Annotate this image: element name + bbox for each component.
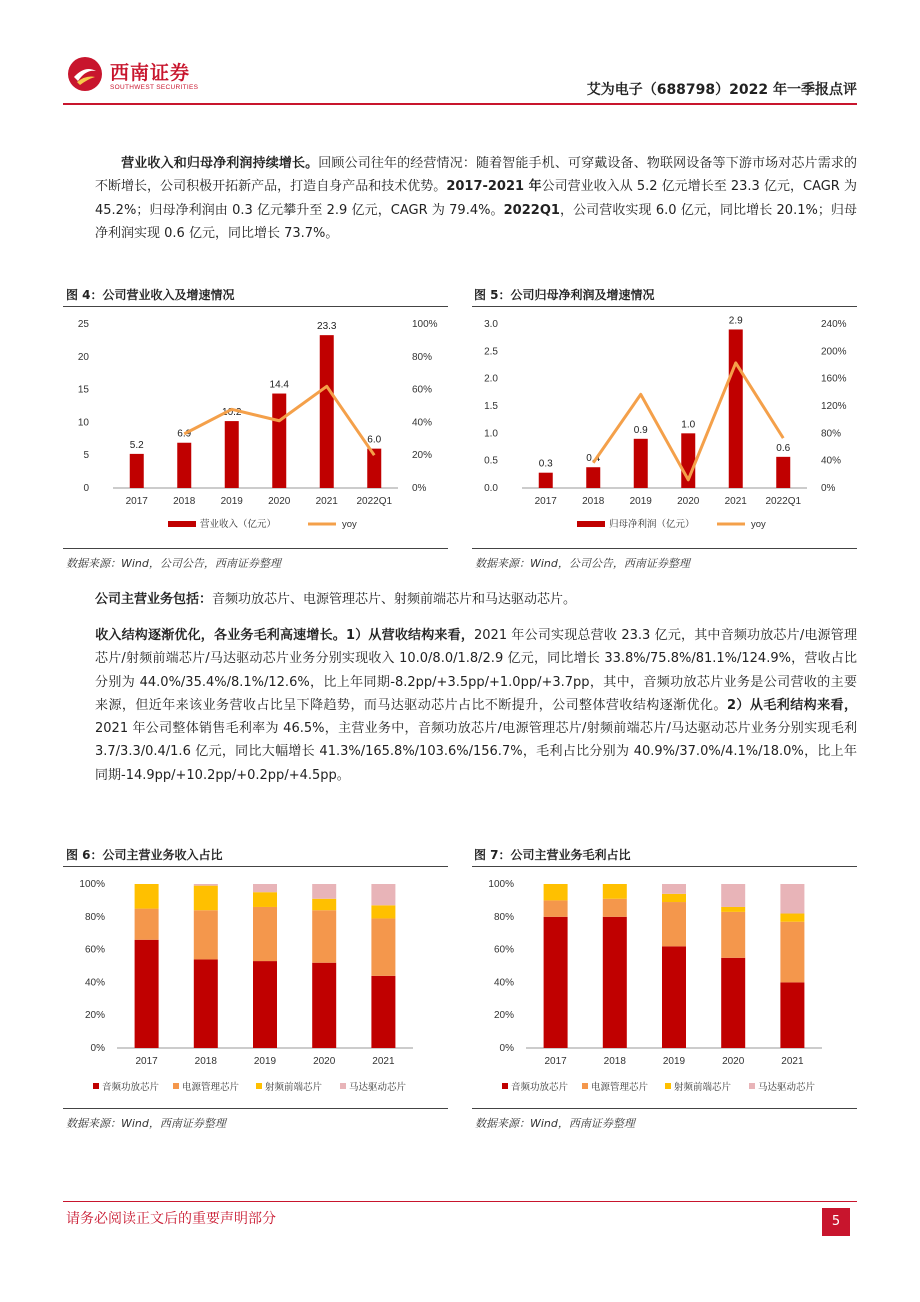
paragraph-main-business	[95, 588, 857, 611]
fig7-title: 图 7：公司主营业务毛利占比	[474, 848, 631, 862]
y2-tick-label: 200%	[821, 346, 847, 358]
legend-label: 营业收入（亿元）	[200, 519, 277, 530]
y-tick-label: 25	[77, 319, 89, 330]
logo-subtext: SOUTHWEST SECURITIES	[110, 84, 199, 91]
y-tick-label: 1.5	[484, 401, 498, 412]
y2-tick-label: 40%	[821, 455, 842, 467]
bar	[130, 454, 144, 488]
paragraph-text: 2021 年公司整体销售毛利率为 46.5%，主营业务中，音频功放芯片/电源管理芯片/射频前端芯片/马达驱动芯片业务分别实现毛利 3.7/3.3/0.4/1.6 亿元，同比大幅增长 41.3%/165.8%/103.6%/156.7%，毛利占比分别为 40.9%/37.0%/4.1%/18.0%，比上年同期-14.9pp/+10.2pp/+0.2pp/+4.5pp。	[95, 721, 857, 783]
data-label: 0.9	[633, 424, 648, 436]
legend-label: 归母净利润（亿元）	[609, 519, 695, 530]
paragraph-text: 公司营业收入从 5.2 亿元增长至 23.3 亿元，CAGR 为 45.2%；归母净利润由 0.3 亿元攀升至 2.9 亿元，CAGR 为 79.4%。	[95, 179, 857, 218]
stack-segment	[312, 910, 336, 962]
fig6-source: 数据来源：Wind，西南证券整理	[66, 1117, 226, 1130]
y2-tick-label: 240%	[821, 319, 847, 330]
paragraph-revenue-growth	[95, 152, 857, 245]
y-tick-label: 80%	[84, 911, 105, 923]
x-tick-label: 2019	[629, 496, 652, 507]
fig7-source: 数据来源：Wind，西南证券整理	[475, 1117, 635, 1130]
data-label: 0.4	[586, 453, 601, 465]
page-number: 5	[822, 1208, 850, 1236]
stack-segment	[721, 912, 745, 958]
data-label: 14.4	[269, 379, 289, 391]
paragraph-text: 回顾公司往年的经营情况：随着智能手机、可穿戴设备、物联网设备等下游市场对芯片需求的不断增长，公司积极开拓新产品，打造自身产品和技术优势。	[95, 156, 857, 195]
y-tick-label: 0%	[90, 1043, 105, 1054]
legend-swatch	[340, 1083, 346, 1089]
header-divider	[63, 103, 857, 105]
data-label: 10.2	[222, 407, 242, 419]
stack-segment	[194, 884, 218, 886]
legend-label: 马达驱动芯片	[758, 1082, 816, 1093]
y-tick-label: 15	[77, 384, 89, 396]
stack-segment	[603, 884, 627, 899]
fig6-chart	[63, 868, 448, 1108]
stack-segment	[371, 918, 395, 975]
y2-tick-label: 120%	[821, 401, 847, 412]
paragraph-lead: 公司主营业务包括：	[95, 592, 213, 607]
logo-icon	[68, 57, 102, 91]
legend-label: 马达驱动芯片	[349, 1082, 407, 1093]
stack-segment	[371, 976, 395, 1048]
y-tick-label: 1.0	[484, 428, 498, 440]
bar	[634, 439, 648, 488]
y-tick-label: 0%	[499, 1043, 514, 1054]
y2-tick-label: 60%	[412, 384, 433, 396]
fig4-title: 图 4：公司营业收入及增速情况	[66, 288, 235, 302]
data-label: 0.3	[538, 458, 553, 470]
y-tick-label: 40%	[493, 977, 514, 989]
stack-segment	[721, 907, 745, 912]
data-label: 5.2	[129, 439, 144, 451]
y2-tick-label: 80%	[412, 351, 433, 363]
fig7-bottom-rule	[472, 1108, 857, 1109]
paragraph-text: ，公司营收实现 6.0 亿元，同比增长 20.1%；归母净利润实现 0.6 亿元，同比增长 73.7%。	[95, 202, 857, 241]
y-tick-label: 2.0	[484, 373, 498, 385]
stack-segment	[135, 884, 159, 909]
legend-swatch-bar	[168, 521, 196, 527]
x-tick-label: 2021	[315, 496, 338, 507]
legend-label: 音频功放芯片	[102, 1082, 160, 1093]
x-tick-label: 2018	[173, 496, 196, 507]
legend-swatch	[93, 1083, 99, 1089]
legend-label: 射频前端芯片	[265, 1082, 323, 1093]
logo-swirl	[68, 57, 102, 91]
stack-segment	[544, 884, 568, 900]
data-label: 2.9	[728, 315, 743, 327]
data-label: 1.0	[681, 419, 696, 431]
legend-label: yoy	[342, 519, 357, 530]
legend-swatch	[665, 1083, 671, 1089]
y-tick-label: 2.5	[484, 346, 498, 358]
stack-segment	[312, 899, 336, 910]
x-tick-label: 2019	[253, 1056, 277, 1067]
y-tick-label: 20%	[84, 1010, 105, 1022]
y2-tick-label: 0%	[821, 483, 836, 494]
y2-tick-label: 100%	[412, 319, 438, 330]
x-tick-label: 2017	[534, 496, 557, 507]
bar	[776, 457, 790, 488]
bar	[272, 394, 286, 488]
legend-label: yoy	[751, 519, 766, 530]
y-tick-label: 5	[83, 450, 89, 462]
stack-segment	[194, 910, 218, 959]
y2-tick-label: 0%	[412, 483, 427, 494]
footer-disclaimer: 请务必阅读正文后的重要声明部分	[66, 1211, 276, 1227]
bar	[586, 467, 600, 488]
legend-label: 音频功放芯片	[511, 1082, 569, 1093]
stack-segment	[544, 917, 568, 1048]
footer-divider	[63, 1201, 857, 1202]
stack-segment	[603, 917, 627, 1048]
stack-segment	[662, 946, 686, 1048]
x-tick-label: 2018	[603, 1056, 626, 1067]
stack-segment	[253, 884, 277, 892]
x-tick-label: 2021	[781, 1056, 804, 1067]
bar	[729, 329, 743, 488]
stack-segment	[603, 899, 627, 917]
bar	[320, 335, 334, 488]
x-tick-label: 2017	[135, 1056, 158, 1067]
y-tick-label: 60%	[493, 944, 514, 956]
stack-segment	[253, 892, 277, 907]
legend-label: 电源管理芯片	[182, 1082, 240, 1093]
stack-segment	[312, 884, 336, 899]
paragraph-text: 2021 年公司实现总营收 23.3 亿元，其中音频功放芯片/电源管理芯片/射频前端芯片/马达驱动芯片业务分别实现收入 10.0/8.0/1.8/2.9 亿元，同比增长 33.8%/75.8%/81.1%/124.9%，营收占比分别为 44.0%/35.4%/8.1%/12.6%，比上年同期-8.2pp/+3.5pp/+1.0pp/+3.7pp，其中，音频功放芯片业务是公司营收的主要来源，但近年来该业务营收占比呈下降趋势，而马达驱动芯片占比不断提升，公司整体营收结构逐渐优化。	[95, 628, 857, 713]
report-title: 艾为电子（688798）2022 年一季报点评	[586, 82, 857, 98]
stack-segment	[371, 884, 395, 905]
fig4-bottom-rule	[63, 548, 448, 549]
y2-tick-label: 40%	[412, 417, 433, 429]
x-tick-label: 2017	[125, 496, 148, 507]
stack-segment	[135, 940, 159, 1048]
fig5-top-rule	[472, 306, 857, 307]
y-tick-label: 0	[83, 483, 89, 494]
x-tick-label: 2021	[372, 1056, 395, 1067]
bar	[539, 473, 553, 488]
stack-segment	[662, 894, 686, 902]
bar	[225, 421, 239, 488]
paragraph-structure	[95, 624, 857, 787]
stack-segment	[194, 959, 218, 1048]
fig5-source: 数据来源：Wind，公司公告，西南证券整理	[475, 557, 690, 570]
stack-segment	[371, 905, 395, 918]
y-tick-label: 40%	[84, 977, 105, 989]
y2-tick-label: 160%	[821, 373, 847, 385]
stack-segment	[780, 884, 804, 914]
y-tick-label: 80%	[493, 911, 514, 923]
data-label: 23.3	[317, 321, 337, 333]
legend-swatch	[502, 1083, 508, 1089]
y2-tick-label: 20%	[412, 450, 433, 462]
y-tick-label: 0.0	[484, 483, 498, 494]
stack-segment	[662, 884, 686, 894]
stack-segment	[662, 902, 686, 946]
x-tick-label: 2022Q1	[765, 496, 802, 507]
stack-segment	[253, 961, 277, 1048]
y-tick-label: 100%	[79, 879, 105, 890]
fig5-bottom-rule	[472, 548, 857, 549]
y2-tick-label: 80%	[821, 428, 842, 440]
x-tick-label: 2020	[722, 1056, 745, 1067]
data-label: 6.9	[177, 428, 192, 440]
legend-swatch	[582, 1083, 588, 1089]
stack-segment	[194, 886, 218, 911]
x-tick-label: 2020	[313, 1056, 336, 1067]
x-tick-label: 2018	[194, 1056, 217, 1067]
fig4-top-rule	[63, 306, 448, 307]
fig4-source: 数据来源：Wind，公司公告，西南证券整理	[66, 557, 281, 570]
stack-segment	[312, 963, 336, 1048]
y-tick-label: 3.0	[484, 319, 498, 330]
bar	[177, 443, 191, 488]
fig5-chart	[472, 308, 857, 548]
stack-segment	[253, 907, 277, 961]
stack-segment	[780, 982, 804, 1048]
paragraph-text: 音频功放芯片、电源管理芯片、射频前端芯片和马达驱动芯片。	[212, 592, 577, 607]
x-tick-label: 2017	[544, 1056, 567, 1067]
fig7-top-rule	[472, 866, 857, 867]
legend-swatch	[173, 1083, 179, 1089]
paragraph-bold: 2022Q1	[503, 202, 560, 218]
y-tick-label: 0.5	[484, 455, 498, 467]
legend-swatch	[256, 1083, 262, 1089]
legend-label: 电源管理芯片	[591, 1082, 649, 1093]
logo-text: 西南证券	[110, 62, 191, 84]
legend-swatch	[749, 1083, 755, 1089]
y-tick-label: 10	[77, 417, 89, 429]
paragraph-lead: 收入结构逐渐优化，各业务毛利高速增长。1）从营收结构来看，	[95, 628, 475, 643]
data-label: 6.0	[367, 434, 382, 446]
y-tick-label: 100%	[488, 879, 514, 890]
stack-segment	[780, 922, 804, 983]
x-tick-label: 2018	[582, 496, 605, 507]
stack-segment	[721, 884, 745, 907]
legend-swatch-bar	[577, 521, 605, 527]
fig6-bottom-rule	[63, 1108, 448, 1109]
paragraph-bold: 2）从毛利结构来看，	[726, 697, 857, 713]
y-tick-label: 60%	[84, 944, 105, 956]
fig6-top-rule	[63, 866, 448, 867]
stack-segment	[780, 914, 804, 922]
fig5-title: 图 5：公司归母净利润及增速情况	[474, 288, 655, 302]
x-tick-label: 2020	[268, 496, 291, 507]
stack-segment	[721, 958, 745, 1048]
stack-segment	[544, 900, 568, 916]
paragraph-lead: 营业收入和归母净利润持续增长。	[121, 156, 319, 171]
legend-label: 射频前端芯片	[674, 1082, 732, 1093]
y-tick-label: 20	[77, 351, 89, 363]
x-tick-label: 2022Q1	[356, 496, 393, 507]
stack-segment	[135, 909, 159, 940]
x-tick-label: 2021	[724, 496, 747, 507]
fig7-chart	[472, 868, 857, 1108]
fig6-title: 图 6：公司主营业务收入占比	[66, 848, 223, 862]
x-tick-label: 2019	[220, 496, 243, 507]
fig4-chart	[63, 308, 448, 548]
x-tick-label: 2020	[677, 496, 700, 507]
paragraph-bold: 2017-2021 年	[446, 179, 542, 195]
x-tick-label: 2019	[662, 1056, 686, 1067]
data-label: 0.6	[776, 442, 791, 454]
y-tick-label: 20%	[493, 1010, 514, 1022]
